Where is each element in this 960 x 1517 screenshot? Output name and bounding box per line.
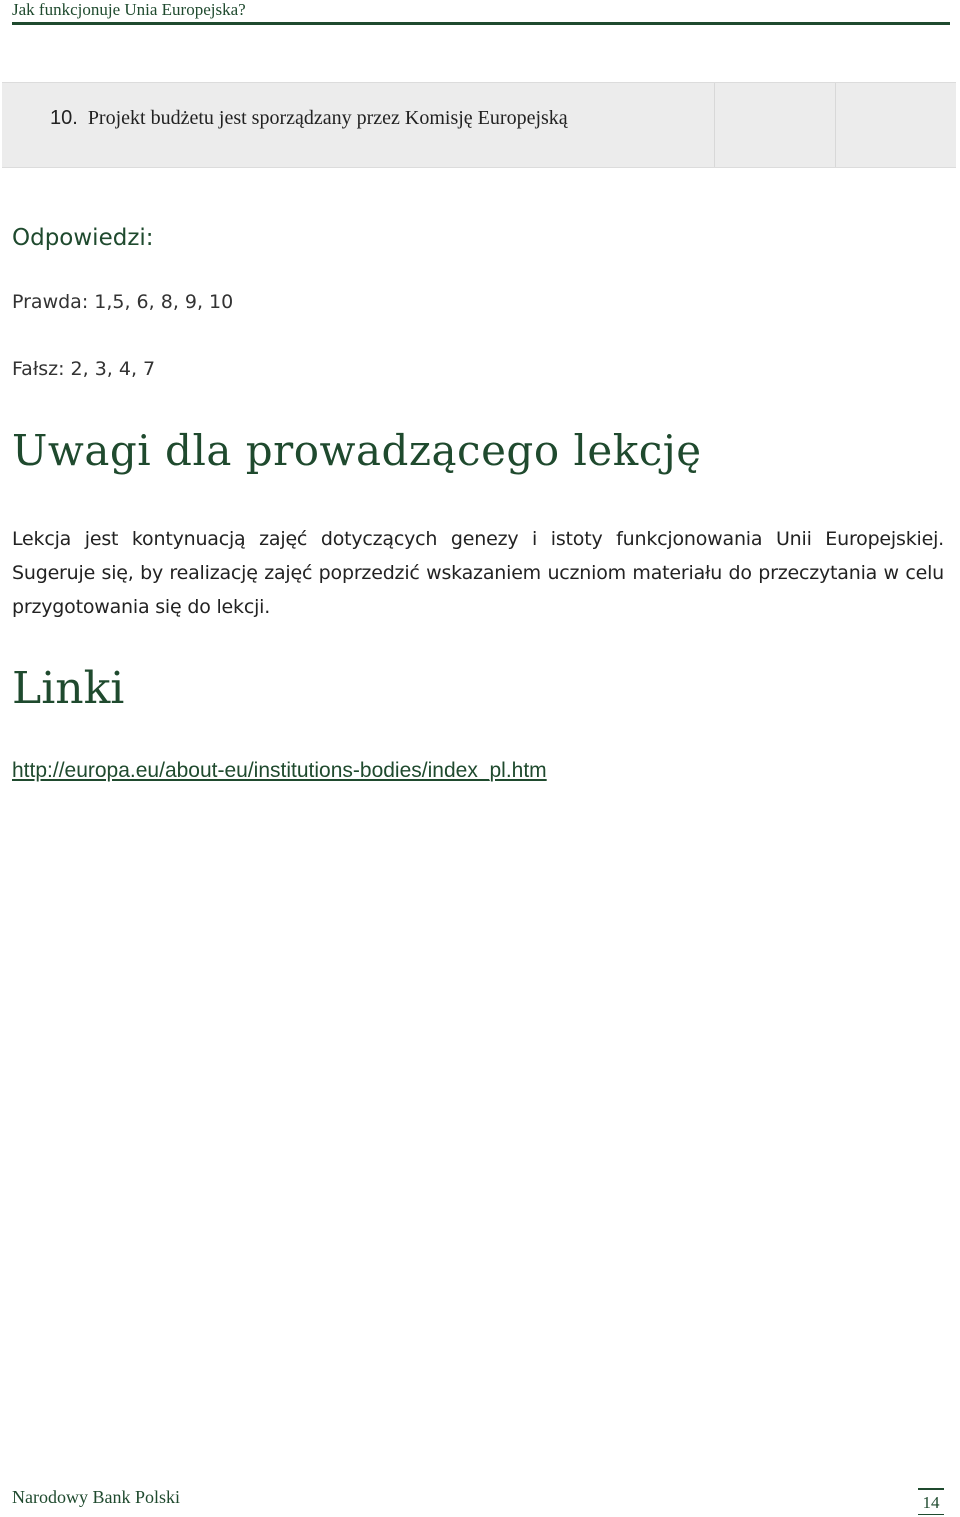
footer-organization: Narodowy Bank Polski [12, 1487, 180, 1507]
question-statement: Projekt budżetu jest sporządzany przez Komisję Europejską [87, 107, 568, 129]
answers-false-line: Fałsz: 2, 3, 4, 7 [12, 358, 156, 380]
answers-heading: Odpowiedzi: [12, 225, 154, 251]
answers-true-line: Prawda: 1,5, 6, 8, 9, 10 [12, 291, 234, 313]
link-institutions-bodies[interactable]: http://europa.eu/about-eu/institutions-bodies/index_pl.htm [12, 759, 547, 782]
question-text [50, 107, 568, 130]
running-header: Jak funkcjonuje Unia Europejska? [12, 0, 246, 19]
table-cell-separator [835, 83, 836, 167]
question-number: 10. [50, 107, 78, 129]
question-table-row [2, 82, 956, 168]
teacher-notes-heading: Uwagi dla prowadzącego lekcję [12, 426, 702, 475]
header-divider [12, 22, 950, 25]
footer-page-number: 14 [918, 1488, 944, 1515]
table-cell-separator [714, 83, 715, 167]
links-heading: Linki [12, 663, 125, 714]
teacher-notes-paragraph: Lekcja jest kontynuacją zajęć dotyczących genezy i istoty funkcjonowania Unii Europejskiej. Sugeruje się, by realizację zajęć poprzedzić wskazaniem uczniom materiału do przeczytania w celu przygotowania się do lekcji. [12, 528, 944, 618]
